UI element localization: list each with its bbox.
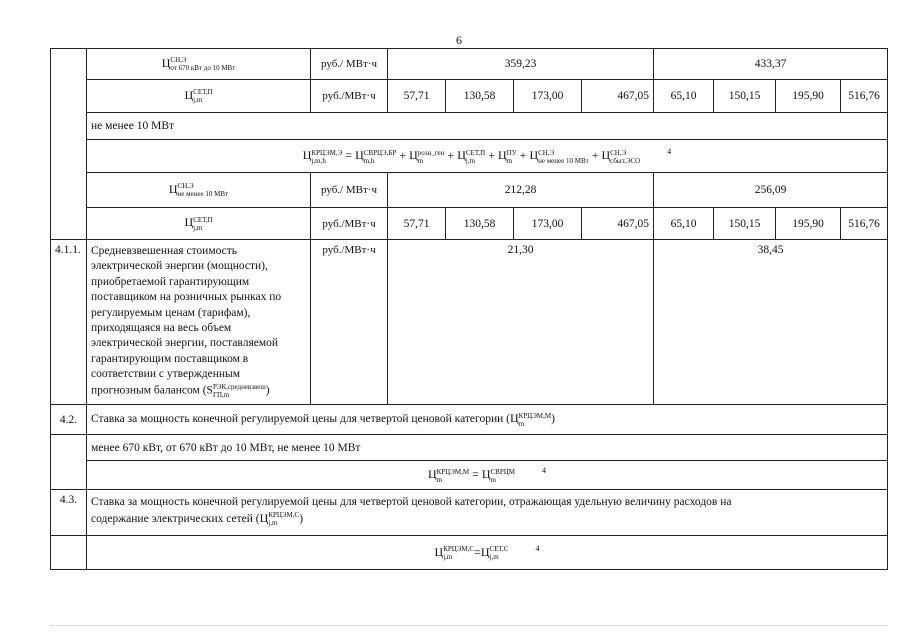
section-title: Ставка за мощность конечной регулируемой цены для четвертой ценовой категории, отражающая удельную величину расходов на содержание электрических сетей (Ц КРЦЭМ,С j,m ) (87, 490, 888, 536)
value-cell: 130,58 (446, 208, 514, 240)
formula-symbol: Ц СЕТ,П j,m (184, 215, 213, 232)
value-cell: 256,09 (654, 173, 888, 208)
symbol-cell (87, 173, 311, 208)
formula-symbol: Ц СН,Э не менее 10 МВт (168, 181, 229, 199)
number-cell-empty (51, 435, 87, 490)
value-cell: 433,37 (654, 49, 888, 80)
section-number: 4.1.1. (51, 240, 87, 405)
long-formula: Ц КРЦЭМ,Э j,m,h = Ц СВРЦЭ,БР m,h + Ц розн_ген m + Ц СЕТ,П j,m + Ц ПУ m + Ц СН,Э не менее 10 МВт + Ц СН,Э сбыт,ЭСО $^4$ (302, 147, 672, 165)
section-number: 4.2. (51, 405, 87, 435)
table-row (51, 240, 888, 405)
unit-cell: руб./ МВт·ч (311, 173, 388, 208)
value-cell: 65,10 (654, 208, 714, 240)
value-cell: 57,71 (388, 80, 446, 113)
value-cell: 212,28 (388, 173, 654, 208)
unit-cell: руб./МВт·ч (311, 208, 388, 240)
unit-cell: руб./ МВт·ч (311, 49, 388, 80)
description-text: Средневзвешенная стоимость электрической энергии (мощности), приобретаемой гарантирующим поставщиком на розничных рынках по регулируемым ценам (тарифам), приходящаяся на весь объем электрической энергии, поставляемой гарантирующим поставщиком в соответствии с утвержденным прогнозным балансом (S РЭК,средневзвеш ГП,m ) (91, 245, 282, 399)
formula-cell (87, 140, 888, 173)
number-cell-empty (51, 536, 87, 570)
value-cell: 359,23 (388, 49, 654, 80)
section-title: Ставка за мощность конечной регулируемой цены для четвертой ценовой категории (Ц КРЦЭМ,М m ) (87, 405, 888, 435)
formula: Ц КРЦЭМ,С j,m =Ц СЕТ,С j,m $^4$ (434, 543, 540, 562)
table-row (51, 405, 888, 435)
symbol-cell (87, 208, 311, 240)
value-cell: 65,10 (654, 80, 714, 113)
table-row (51, 461, 888, 490)
table-row (51, 140, 888, 173)
unit-cell: руб./МВт·ч (311, 80, 388, 113)
formula-symbol: Ц СЕТ,П j,m (184, 87, 213, 105)
value-cell: 57,71 (388, 208, 446, 240)
table-row (51, 435, 888, 461)
value-cell: 467,05 (582, 208, 654, 240)
section-description (87, 240, 311, 405)
value-cell: 150,15 (714, 80, 776, 113)
value-cell: 38,45 (654, 240, 888, 405)
footnote-marker: 4 (542, 466, 547, 476)
formula: Ц КРЦЭМ,М m = Ц СВРЦМ m $^4$ (427, 466, 547, 484)
number-cell-empty (51, 49, 87, 240)
footnote-marker: 4 (667, 147, 672, 157)
table-row (51, 490, 888, 536)
value-cell: 130,58 (446, 80, 514, 113)
value-cell: 195,90 (776, 80, 841, 113)
table-row (51, 173, 888, 208)
symbol-cell (87, 49, 311, 80)
page-number: 6 (456, 33, 462, 47)
category-text: не менее 10 МВт (87, 113, 888, 140)
value-cell: 173,00 (514, 208, 582, 240)
value-cell: 467,05 (582, 80, 654, 113)
value-cell: 516,76 (841, 80, 888, 113)
category-text: менее 670 кВт, от 670 кВт до 10 МВт, не менее 10 МВт (87, 435, 888, 461)
value-cell: 516,76 (841, 208, 888, 240)
formula-symbol: Ц СН,Э от 670 кВт до 10 МВт (161, 55, 236, 73)
formula-cell (87, 536, 888, 570)
formula-cell (87, 461, 888, 490)
value-cell: 195,90 (776, 208, 841, 240)
value-cell: 173,00 (514, 80, 582, 113)
value-cell: 21,30 (388, 240, 654, 405)
table-row (51, 536, 888, 570)
section-number: 4.3. (51, 490, 87, 536)
table-row (51, 80, 888, 113)
symbol-cell (87, 80, 311, 113)
table-row (51, 49, 888, 80)
scan-artifact-line (50, 625, 887, 627)
tariff-table (50, 48, 888, 570)
footnote-marker: 4 (535, 543, 540, 553)
unit-cell: руб./МВт·ч (311, 240, 388, 405)
value-cell: 150,15 (714, 208, 776, 240)
table-row (51, 208, 888, 240)
table-row (51, 113, 888, 140)
